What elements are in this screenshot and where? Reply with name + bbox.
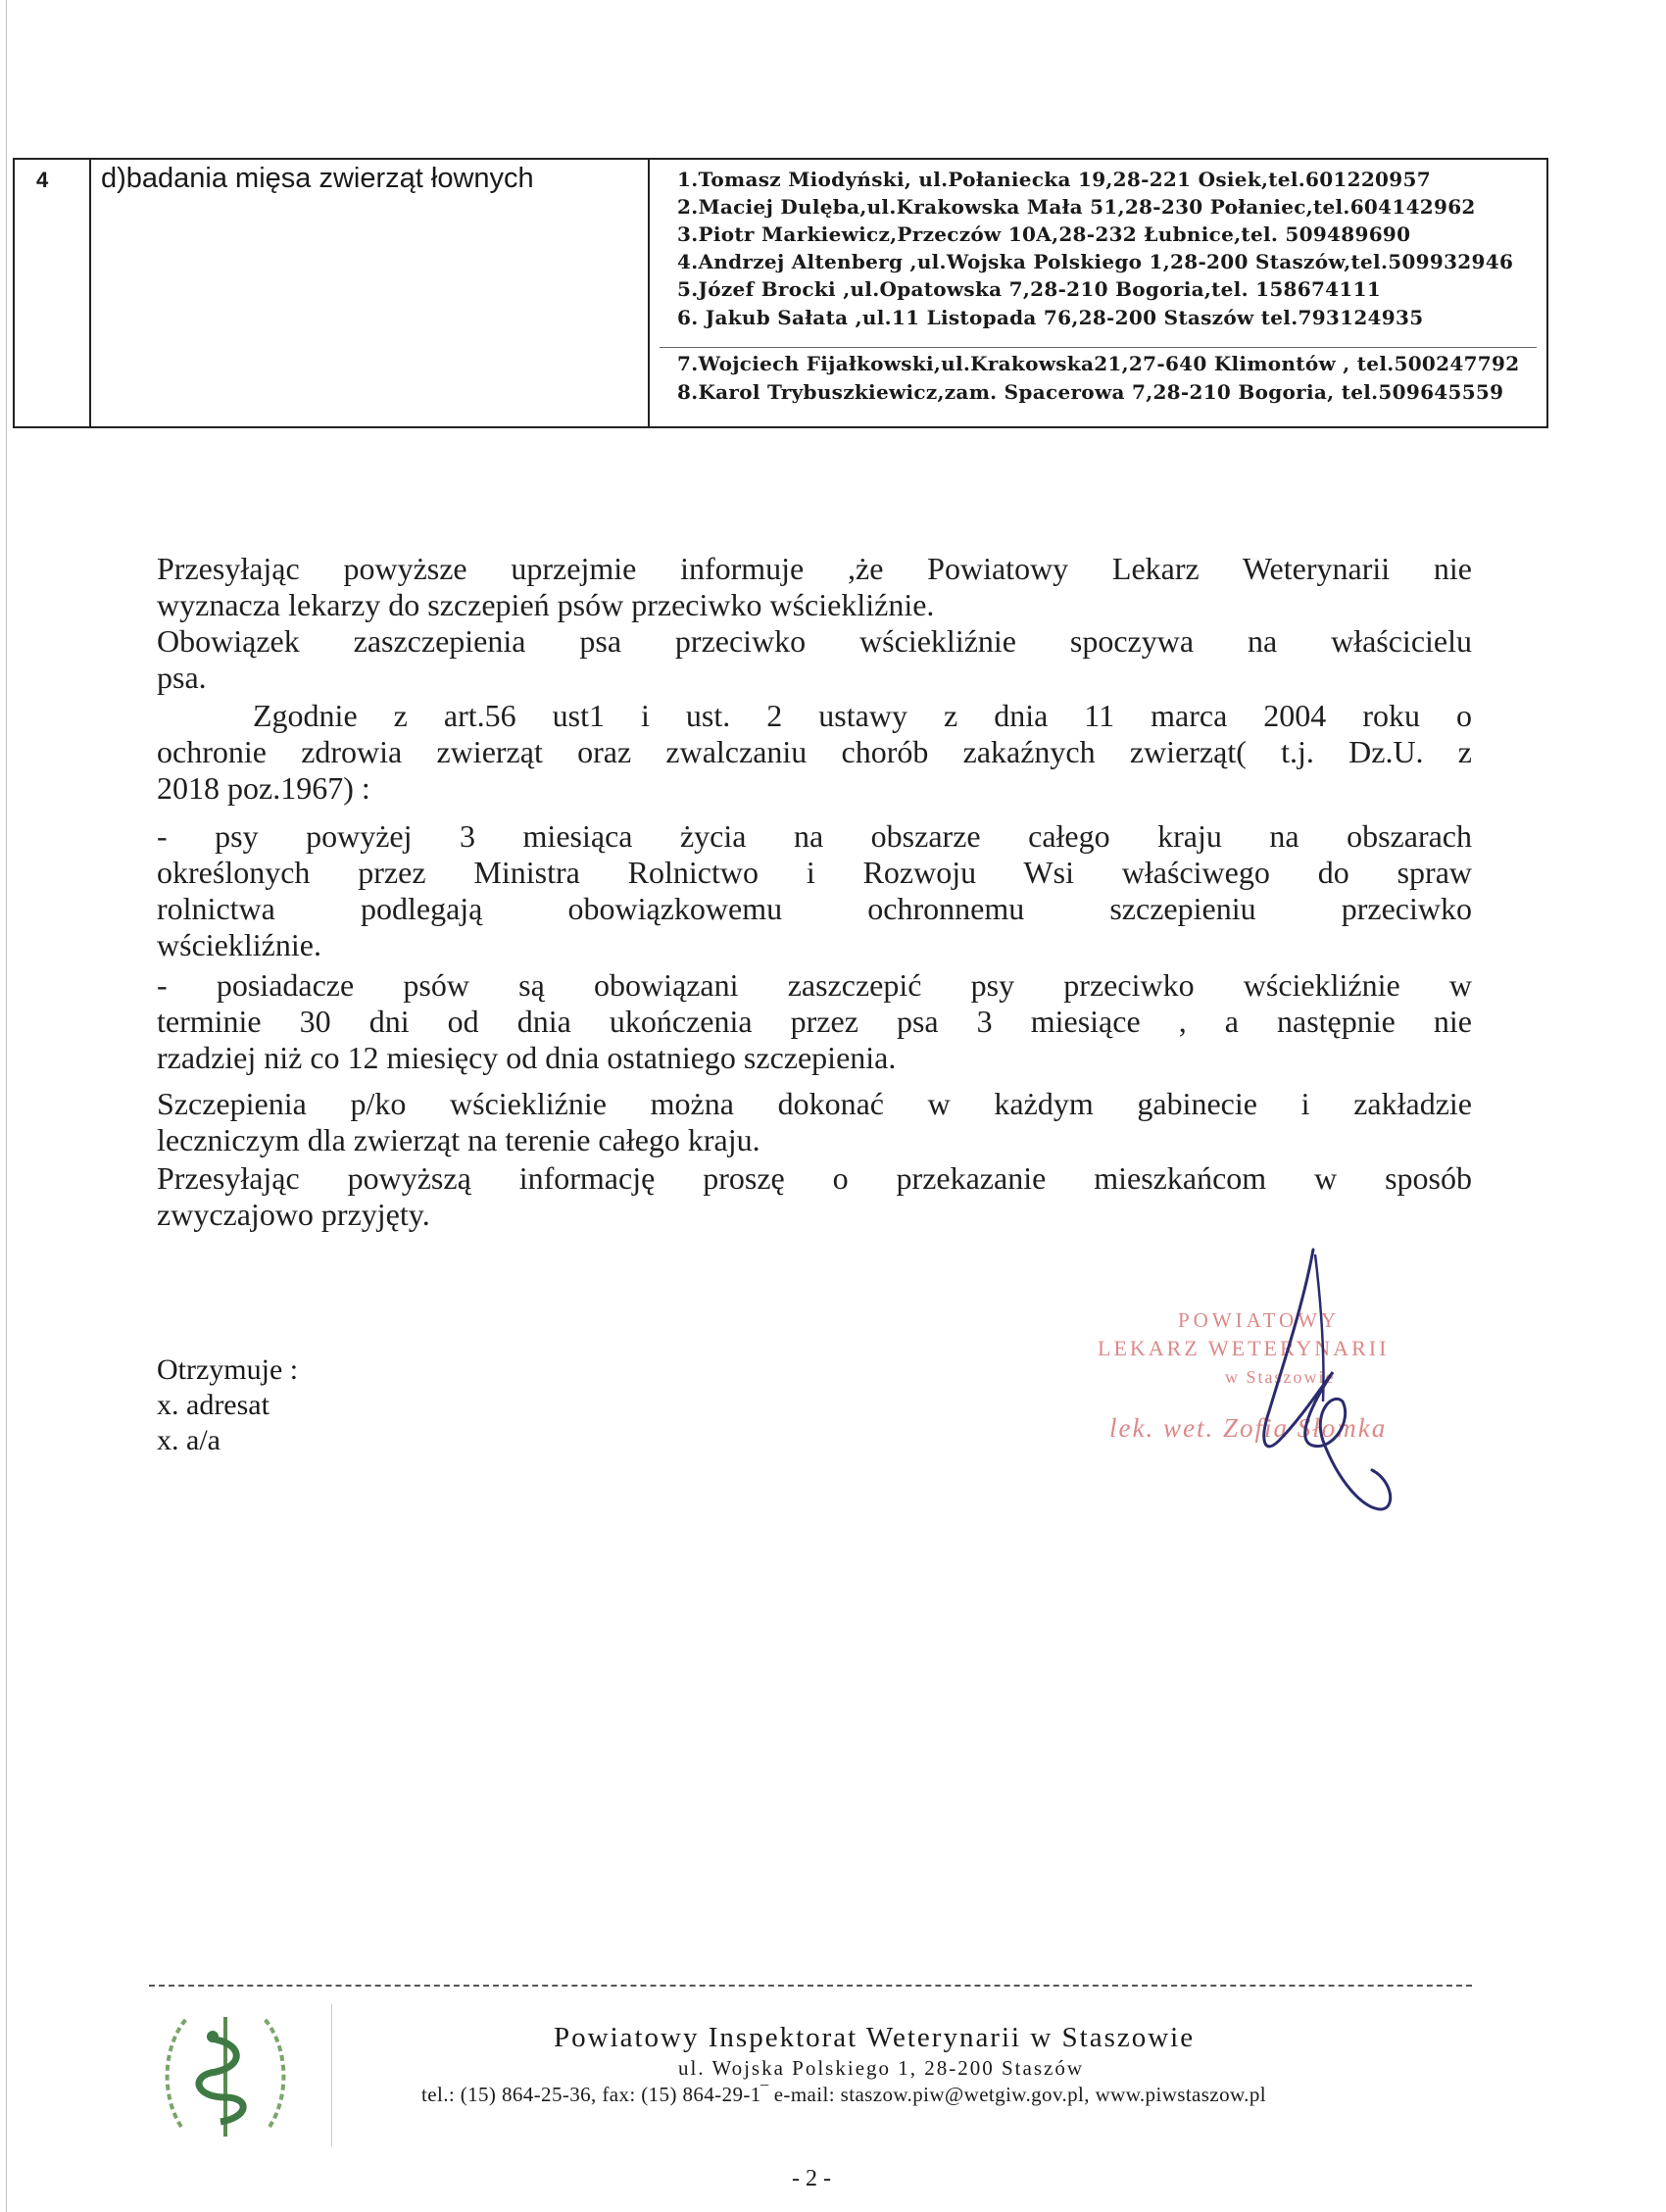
text-line: Obowiązek zaszczepienia psa przeciwko wściekliźnie spoczywa na właścicielu: [157, 623, 1472, 659]
contact-line: 7.Wojciech Fijałkowski,ul.Krakowska21,27-640 Klimontów , tel.500247792: [677, 352, 1520, 375]
paragraph-where: [157, 1086, 1472, 1158]
paragraph-request: [157, 1160, 1472, 1233]
recipients-heading: Otrzymuje :: [157, 1353, 299, 1386]
table-cell-number: [15, 160, 91, 426]
institution-name: Powiatowy Inspektorat Weterynarii w Staszowie: [554, 2022, 1196, 2053]
table-cell-title: [91, 160, 650, 426]
text-line: wyznacza lekarzy do szczepień psów przeciwko wściekliźnie.: [157, 587, 935, 622]
text-line: Przesyłając powyższą informację proszę o przekazanie mieszkańcom w sposób: [157, 1160, 1472, 1196]
text-line: wściekliźnie.: [157, 927, 321, 962]
institution-address: ul. Wojska Polskiego 1, 28-200 Staszów: [678, 2056, 1084, 2080]
text-line: leczniczym dla zwierząt na terenie całego kraju.: [157, 1122, 760, 1157]
contact-line: 3.Piotr Markiewicz,Przeczów 10A,28-232 Łubnice,tel. 509489690: [677, 222, 1411, 246]
text-line: Zgodnie z art.56 ust1 i ust. 2 ustawy z dnia 11 marca 2004 roku o: [253, 698, 1472, 733]
stamp-line: LEKARZ WETERYNARII: [1098, 1336, 1390, 1360]
text-line: Szczepienia p/ko wściekliźnie można dokonać w każdym gabinecie i zakładzie: [157, 1086, 1472, 1121]
recipients-block: [157, 1352, 298, 1458]
scan-edge: [6, 0, 7, 2212]
table-cell-contacts: [650, 160, 1546, 426]
text-line: rolnictwa podlegają obowiązkowemu ochronnemu szczepieniu przeciwko: [157, 891, 1472, 926]
row-number: 4: [36, 168, 49, 192]
institution-contact: tel.: (15) 864-25-36, fax: (15) 864-29-1‾ e-mail: staszow.piw@wetgiw.gov.pl, www.piwstaszow.pl: [421, 2083, 1266, 2106]
paragraph-legal-basis: [157, 698, 1472, 807]
row-title: d)badania mięsa zwierząt łownych: [101, 163, 534, 194]
contact-line: 5.Józef Brocki ,ul.Opatowska 7,28-210 Bogoria,tel. 158674111: [677, 277, 1382, 301]
text-line: ochronie zdrowia zwierząt oraz zwalczaniu chorób zakaźnych zwierząt( t.j. Dz.U. z: [157, 734, 1472, 769]
text-line: psa.: [157, 660, 207, 695]
text-line: zwyczajowo przyjęty.: [157, 1197, 430, 1232]
paragraph-info: [157, 551, 1472, 623]
stamp-line: w Staszowie: [1225, 1367, 1336, 1387]
contact-line: 8.Karol Trybuszkiewicz,zam. Spacerowa 7,28-210 Bogoria, tel.509645559: [677, 380, 1504, 404]
page-number: - 2 -: [792, 2166, 831, 2191]
text-line: Przesyłając powyższe uprzejmie informuje ,że Powiatowy Lekarz Weterynarii nie: [157, 551, 1472, 586]
contacts-divider: [660, 347, 1537, 348]
stamp-line: lek. wet. Zofia Słomka: [1109, 1413, 1388, 1443]
text-line: - psy powyżej 3 miesiąca życia na obszarze całego kraju na obszarach: [157, 818, 1472, 854]
footer-divider: [149, 1985, 1472, 1987]
paragraph-dogs-rule: [157, 818, 1472, 963]
recipient-item: x. a/a: [157, 1424, 220, 1456]
text-line: rzadziej niż co 12 miesięcy od dnia ostatniego szczepienia.: [157, 1040, 897, 1075]
contact-line: 6. Jakub Sałata ,ul.11 Listopada 76,28-200 Staszów tel.793124935: [677, 306, 1424, 329]
handwritten-signature: [1245, 1245, 1411, 1529]
text-line: terminie 30 dni od dnia ukończenia przez psa 3 miesiące , a następnie nie: [157, 1004, 1472, 1039]
paragraph-owners-rule: [157, 967, 1472, 1076]
paragraph-obligation: [157, 623, 1472, 696]
stamp-line: POWIATOWY: [1178, 1308, 1341, 1332]
text-line: - posiadacze psów są obowiązani zaszczepić psy przeciwko wściekliźnie w: [157, 967, 1472, 1003]
text-line: 2018 poz.1967) :: [157, 770, 370, 806]
logo-divider: [331, 2004, 332, 2146]
recipient-item: x. adresat: [157, 1389, 270, 1421]
contact-line: 4.Andrzej Altenberg ,ul.Wojska Polskiego 1,28-200 Staszów,tel.509932946: [677, 250, 1514, 273]
veterinary-caduceus-logo: [152, 1999, 299, 2146]
contact-line: 1.Tomasz Miodyński, ul.Połaniecka 19,28-221 Osiek,tel.601220957: [677, 168, 1431, 191]
contact-line: 2.Maciej Dulęba,ul.Krakowska Mała 51,28-230 Połaniec,tel.604142962: [677, 195, 1476, 219]
text-line: określonych przez Ministra Rolnictwo i Rozwoju Wsi właściwego do spraw: [157, 855, 1472, 890]
veterinarian-table: [13, 158, 1548, 428]
